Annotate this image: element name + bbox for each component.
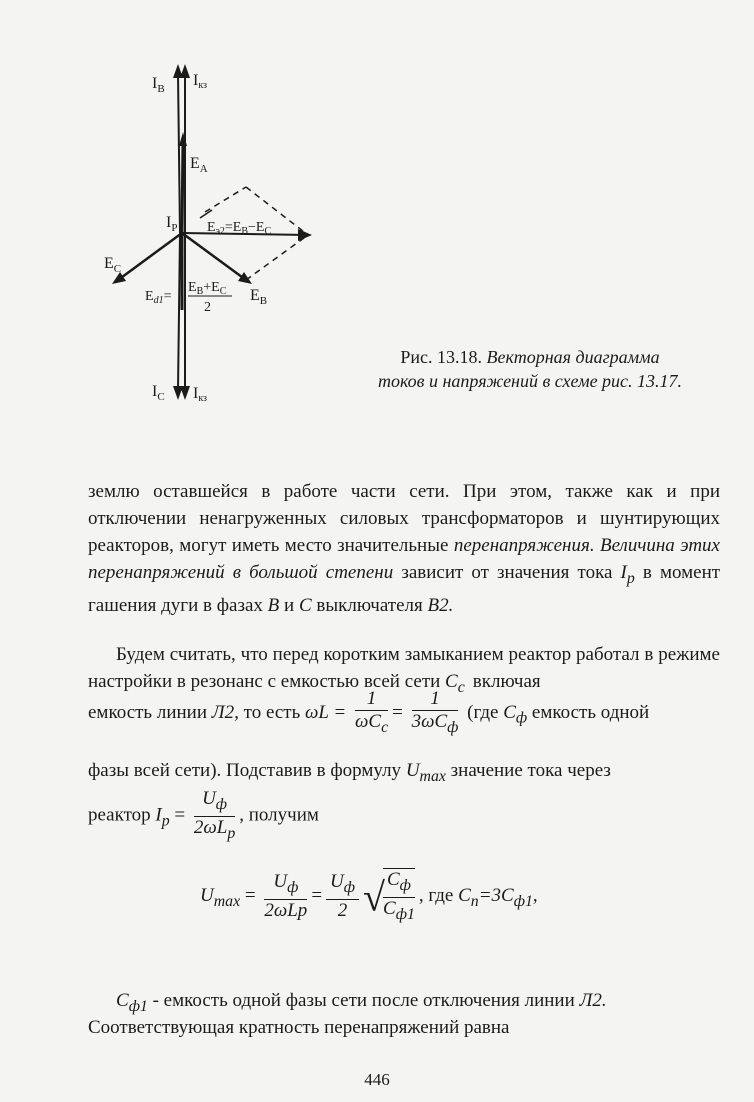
label-ikz-top: Iкз	[193, 72, 208, 91]
caption-line2: токов и напряжений в схеме рис. 13.17.	[377, 371, 683, 391]
paragraph-4: фазы всей сети). Подставив в формулу $U_{max}$ значение тока через	[88, 760, 611, 785]
fraction-ip: $\frac{U_ф}{2\omega L_p}$	[193, 788, 236, 842]
voltage-ea-vector	[182, 140, 183, 233]
figure-caption	[340, 345, 720, 393]
current-ic-vector	[178, 233, 180, 390]
paragraph-5: реактор $I_p$ = $\frac{U_ф}{2\omega L_p}$ , получим	[88, 788, 720, 845]
voltage-ec-vector	[118, 233, 182, 280]
paragraph-7: Соответствующая кратность перенапряжений равна	[88, 1017, 510, 1038]
fraction-wcc: $\frac{1}{\omega C_c}$	[354, 688, 389, 736]
label-ikz-bottom: Iкз	[193, 385, 208, 404]
label-eb: $E_B$	[250, 287, 268, 307]
caption-prefix: Рис. 13.18.	[400, 347, 483, 367]
label-ec: $E_C$	[104, 255, 122, 275]
page-number: 446	[364, 1070, 390, 1089]
label-frac-den: 2	[204, 300, 211, 315]
paragraph-1: землю оставшейся в работе части сети. При этом, также как и при отключении ненагруженных силовых трансформаторов и шунтирующих реакторов, могут иметь место значительные перенапряжения. Величина этих перенапряжений в большой степени зависит от значения тока $I_р$ в момент гашения дуги в фазах B и C выключателя В2.	[88, 481, 721, 616]
label-ib: $I_B$	[152, 75, 165, 95]
label-ic: $I_C$	[152, 383, 165, 403]
label-ea: $E_A$	[190, 155, 208, 175]
paragraph-3: емкость линии Л2, то есть ωL = $\frac{1}{\omega C_c}$ = $\frac{1}{3\omega C_ф}$ (где $C_ф$ емкость одной	[88, 688, 720, 739]
label-ee2: $E_{э2}=E_B-E_C$	[207, 220, 272, 237]
fraction-3wcf: $\frac{1}{3\omega C_ф}$	[411, 688, 459, 736]
current-ib-vector	[178, 74, 180, 233]
voltage-eb-vector	[182, 233, 246, 280]
label-ip: $I_P$	[166, 214, 178, 234]
label-ed1: $E_{d1}=$	[145, 289, 172, 306]
umax-formula: $U_{max}$ = $\frac{U_ф}{\text{2ωLp}}$ = $\frac{U_ф}{2}$ √ $\frac{C_ф}{C_{ф1}}$ , где $C_n=3C_{ф1}$,	[200, 868, 720, 926]
caption-line1: Векторная диаграмма	[486, 347, 660, 367]
paragraph-6: $C_{ф1}$ - емкость одной фазы сети после отключения линии Л2.	[116, 990, 607, 1015]
square-root: √ $\frac{C_ф}{C_{ф1}}$	[363, 868, 419, 926]
label-frac-num: $E_B+E_C$	[188, 280, 227, 297]
paragraph-2: Будем считать, что перед коротким замыканием реактор работал в режиме настройки в резонанс с емкостью всей сети $C_c$ включая	[88, 644, 720, 696]
